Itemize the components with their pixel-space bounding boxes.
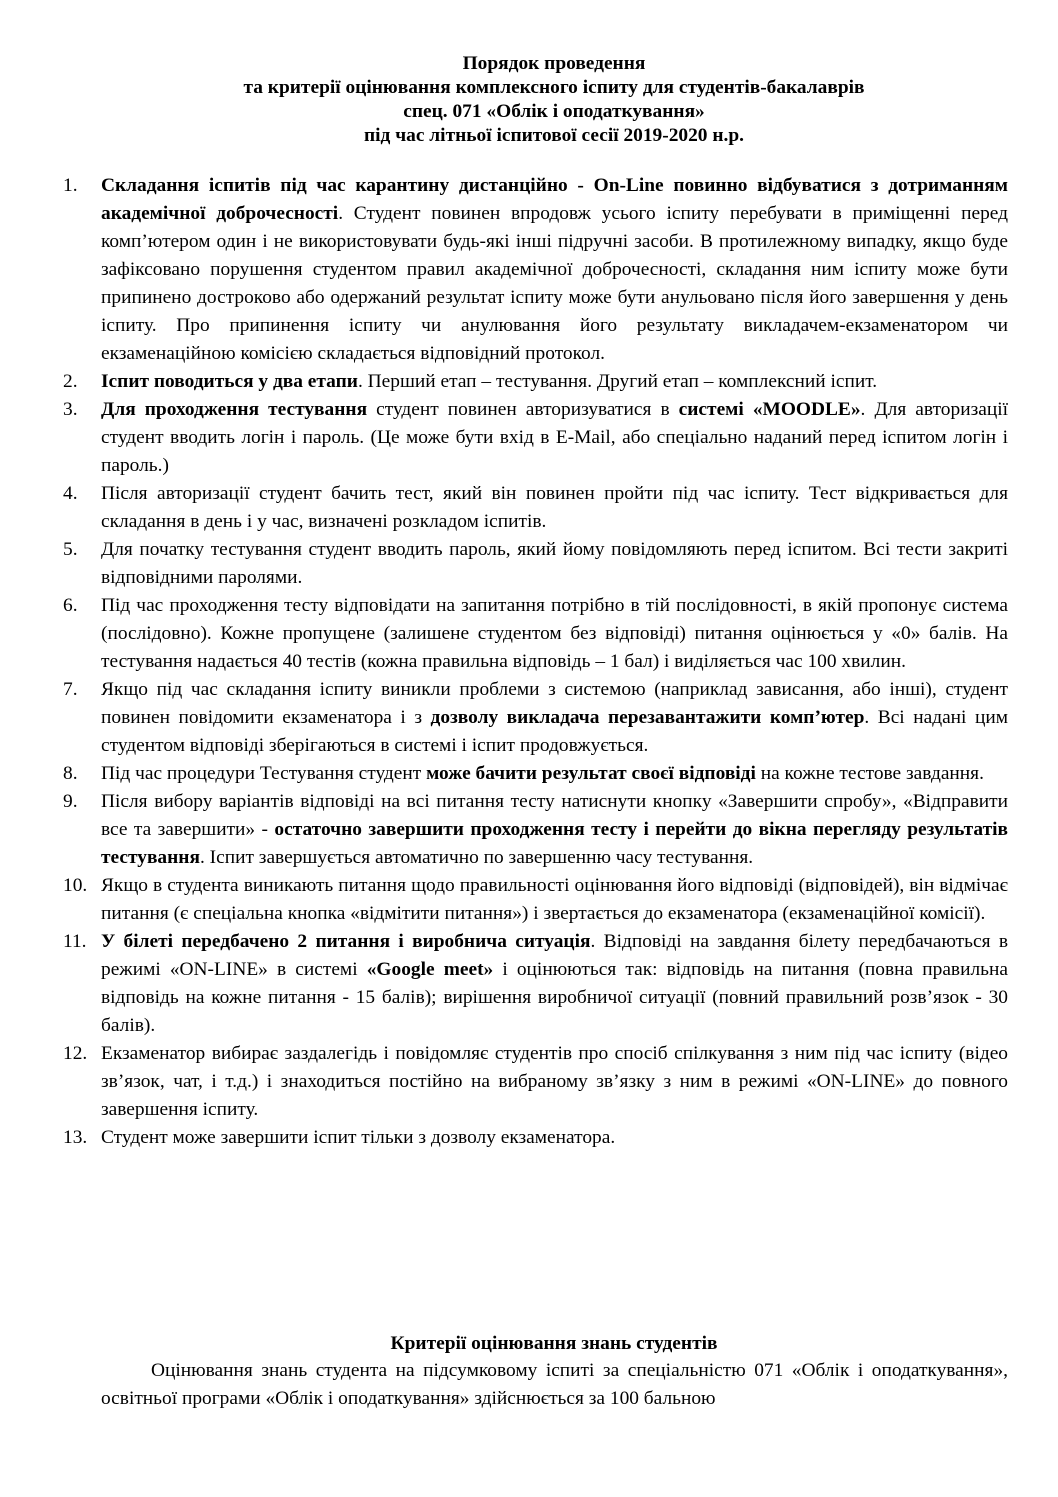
item-bold-text: У білеті передбачено 2 питання і виробнича ситуація	[101, 931, 591, 952]
item-bold-text: системі «MOODLE»	[678, 399, 861, 420]
item-number: 12.	[63, 1043, 88, 1064]
item-text-part: . Всі надані цим студентом відповіді зберігаються в системі і іспит продовжується.	[101, 707, 1008, 756]
item-number: 13.	[63, 1127, 88, 1148]
item-bold-text: остаточно завершити проходження тесту і перейти до вікна перегляду результатів тестування	[101, 819, 1008, 868]
list-item	[63, 1040, 1008, 1124]
item-text	[101, 676, 1008, 760]
list-item	[63, 172, 1008, 368]
item-text-part: . Іспит завершується автоматично по завершенню часу тестування.	[199, 847, 754, 868]
item-bold-text: дозволу викладача перезавантажити комп’ютер	[430, 707, 865, 728]
item-text-part: . Студент повинен впродовж усього іспиту перебувати в приміщенні перед комп’ютером один і не використовувати будь-які інші підручні засоби. В протилежному випадку, якщо буде зафіксовано порушення студентом правил академічної доброчесності, складання ним іспиту може бути припинено достроково або одержаний результат іспиту може бути анульовано після його завершення у день іспиту. Про припинення іспиту чи анулювання його результату викладачем-екзаменатором чи екзаменаційною комісією складається відповідний протокол.	[101, 203, 1008, 364]
item-number: 4.	[63, 483, 78, 504]
item-text	[101, 760, 1008, 788]
title-line-4: під час літньої іспитової сесії 2019-2020 н.р.	[364, 125, 744, 146]
item-number: 11.	[63, 931, 87, 952]
list-item	[63, 368, 1008, 396]
item-bold-text: «Google meet»	[366, 959, 494, 980]
rules-list	[63, 172, 1008, 1152]
item-number: 2.	[63, 371, 78, 392]
item-bold-text: може бачити результат своєї відповіді	[426, 763, 756, 784]
item-number: 9.	[63, 791, 78, 812]
item-text: Екзаменатор вибирає заздалегідь і повідомляє студентів про спосіб спілкування з ним під час іспиту (відео зв’язок, чат, і т.д.) і знаходиться постійно на вибраному зв’язку з ним в режимі «ON-LINE» до повного завершення іспиту.	[101, 1043, 1008, 1120]
item-number: 7.	[63, 679, 78, 700]
list-item	[63, 480, 1008, 536]
document-title	[100, 52, 1008, 148]
item-text-part: на кожне тестове завдання.	[755, 763, 984, 784]
list-item	[63, 676, 1008, 760]
item-text-part: Якщо під час складання іспиту виникли проблеми з системою (наприклад зависання, або інші), студент повинен повідомити екзаменатора і з	[101, 679, 1008, 728]
item-text-part: і оцінюються так: відповідь на питання (повна правильна відповідь на кожне питання - 15 балів); вирішення виробничої ситуації (повний правильний розв’язок - 30 балів).	[101, 959, 1008, 1036]
item-text	[101, 172, 1008, 368]
title-line-2: та критерії оцінювання комплексного іспиту для студентів-бакалаврів	[243, 77, 865, 98]
list-item	[63, 592, 1008, 676]
item-number: 6.	[63, 595, 78, 616]
title-line-3: спец. 071 «Облік і оподаткування»	[403, 101, 705, 122]
item-text-part: Під час процедури Тестування студент	[101, 763, 427, 784]
list-item	[63, 536, 1008, 592]
list-item	[63, 760, 1008, 788]
criteria-heading: Критерії оцінювання знань студентів	[390, 1333, 718, 1354]
item-text	[101, 788, 1008, 872]
criteria-paragraph: Оцінювання знань студента на підсумковому іспиті за спеціальністю 071 «Облік і оподаткування», освітньої програми «Облік і оподаткування» здійснюється за 100 бальною	[101, 1360, 1008, 1409]
list-item	[63, 872, 1008, 928]
item-number: 3.	[63, 399, 78, 420]
item-text	[101, 368, 1008, 396]
item-text	[101, 928, 1008, 1040]
item-text: Для початку тестування студент вводить пароль, який йому повідомляють перед іспитом. Всі тести закриті відповідними паролями.	[101, 539, 1008, 588]
list-item	[63, 396, 1008, 480]
item-text-part: . Для авторизації студент вводить логін і пароль. (Це може бути вхід в E-Mail, або спеціально наданий перед іспитом логін і пароль.)	[101, 399, 1008, 476]
item-number: 10.	[63, 875, 88, 896]
item-text: Під час проходження тесту відповідати на запитання потрібно в тій послідовності, в якій пропонує система (послідовно). Кожне пропущене (залишене студентом без відповіді) питання оцінюється у «0» балів. На тестування надається 40 тестів (кожна правильна відповідь – 1 бал) і виділяється час 100 хвилин.	[101, 595, 1008, 672]
item-number: 1.	[63, 175, 78, 196]
item-text-part: . Перший етап – тестування. Другий етап – комплексний іспит.	[357, 371, 878, 392]
item-text: Якщо в студента виникають питання щодо правильності оцінювання його відповіді (відповідей), він відмічає питання (є спеціальна кнопка «відмітити питання») і звертається до екзаменатора (екзаменаційної комісії).	[101, 875, 1008, 924]
item-text-part: Після вибору варіантів відповіді на всі питання тесту натиснути кнопку «Завершити спробу», «Відправити все та завершити» -	[101, 791, 1008, 840]
item-bold-text: Складання іспитів під час карантину дистанційно - On-Line повинно відбуватися з дотриманням академічної доброчесності	[101, 175, 1008, 224]
title-line-1: Порядок проведення	[462, 53, 646, 74]
list-item	[63, 928, 1008, 1040]
item-number: 8.	[63, 763, 78, 784]
item-text-part: . Відповіді на завдання білету передбачаються в режимі «ON-LINE» в системі	[101, 931, 1009, 980]
list-item	[63, 788, 1008, 872]
item-bold-text: Іспит поводиться у два етапи	[101, 371, 358, 392]
item-bold-text: Для проходження тестування	[101, 399, 368, 420]
item-text-part: студент повинен авторизуватися в	[367, 399, 679, 420]
item-text: Після авторизації студент бачить тест, який він повинен пройти під час іспиту. Тест відкривається для складання в день і у час, визначені розкладом іспитів.	[101, 483, 1008, 532]
item-text: Студент може завершити іспит тільки з дозволу екзаменатора.	[101, 1127, 616, 1148]
list-item	[63, 1124, 1008, 1152]
item-number: 5.	[63, 539, 78, 560]
item-text	[101, 396, 1008, 480]
